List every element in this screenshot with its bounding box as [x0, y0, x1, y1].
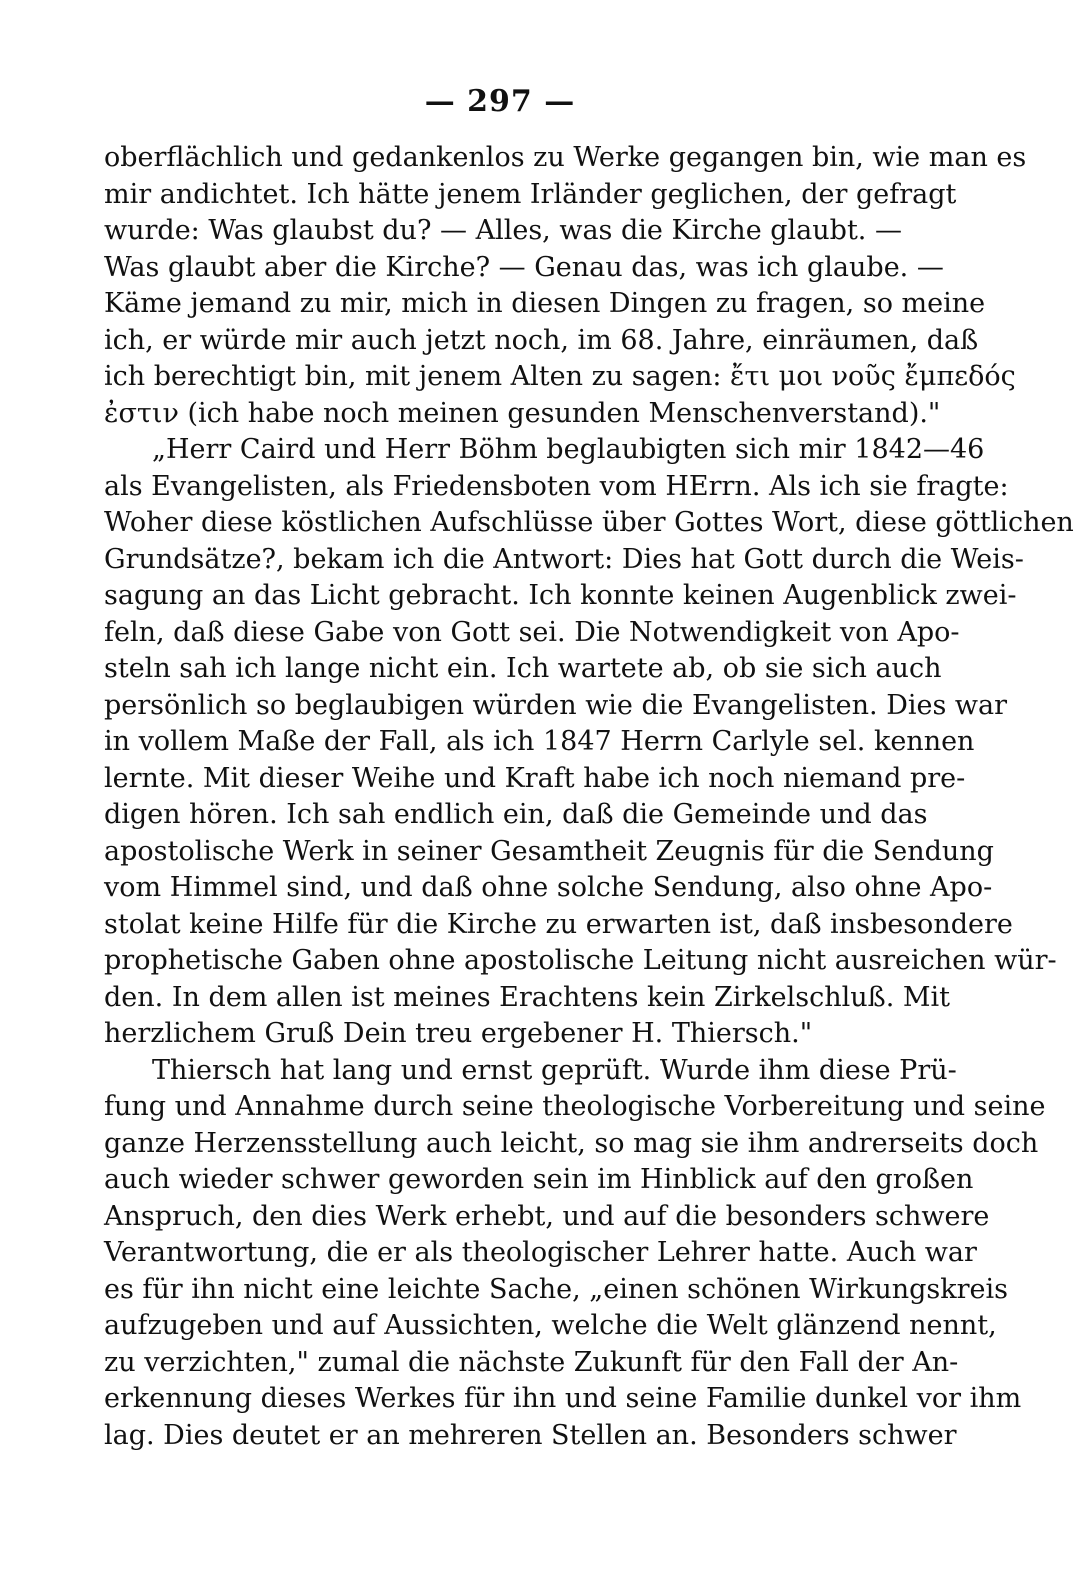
text-line: ἐστιν (ich habe noch meinen gesunden Menschenverstand)." [104, 397, 941, 429]
text-line: Woher diese köstlichen Aufschlüsse über Gottes Wort, diese göttlichen [104, 507, 1074, 538]
text-line: feln, daß diese Gabe von Gott sei. Die Notwendigkeit von Apo- [104, 616, 960, 648]
text-line: ich berechtigt bin, mit jenem Alten zu sagen: ἔτι μοι νοῦς ἔμπεδός [104, 361, 1016, 392]
text-line: auch wieder schwer geworden sein im Hinblick auf den großen [104, 1164, 974, 1195]
text-line: „Herr Caird und Herr Böhm beglaubigten sich mir 1842—46 [152, 434, 985, 465]
paragraph-1 [104, 140, 1027, 432]
paragraph-3 [104, 1053, 1046, 1455]
text-line: steln sah ich lange nicht ein. Ich wartete ab, ob sie sich auch [104, 653, 942, 684]
text-line: sagung an das Licht gebracht. Ich konnte keinen Augenblick zwei- [104, 580, 1017, 611]
text-line: mir andichtet. Ich hätte jenem Irländer geglichen, der gefragt [104, 178, 957, 210]
text-line: vom Himmel sind, und daß ohne solche Sendung, also ohne Apo- [104, 872, 993, 903]
text-line: als Evangelisten, als Friedensboten vom HErrn. Als ich sie fragte: [104, 470, 1009, 502]
paragraph-2 [104, 432, 1074, 1053]
text-line: Verantwortung, die er als theologischer Lehrer hatte. Auch war [104, 1237, 977, 1268]
text-line: lernte. Mit dieser Weihe und Kraft habe ich noch niemand pre- [104, 762, 966, 794]
text-line: wurde: Was glaubst du? — Alles, was die Kirche glaubt. — [104, 215, 902, 246]
text-line: digen hören. Ich sah endlich ein, daß die Gemeinde und das [104, 799, 928, 830]
text-line: fung und Annahme durch seine theologische Vorbereitung und seine [104, 1091, 1046, 1122]
text-line: Anspruch, den dies Werk erhebt, und auf die besonders schwere [104, 1200, 990, 1232]
text-line: persönlich so beglaubigen würden wie die Evangelisten. Dies war [104, 689, 1008, 721]
text-line: Thiersch hat lang und ernst geprüft. Wurde ihm diese Prü- [152, 1054, 957, 1086]
text-line: herzlichem Gruß Dein treu ergebener H. Thiersch." [104, 1018, 813, 1049]
text-line: den. In dem allen ist meines Erachtens kein Zirkelschluß. Mit [104, 981, 950, 1013]
text-line: ganze Herzensstellung auch leicht, so mag sie ihm andrerseits doch [104, 1127, 1039, 1159]
text-line: es für ihn nicht eine leichte Sache, „einen schönen Wirkungskreis [104, 1273, 1008, 1305]
text-line: aufzugeben und auf Aussichten, welche die Welt glänzend nennt, [104, 1310, 997, 1341]
body-text [104, 140, 1074, 1454]
text-line: in vollem Maße der Fall, als ich 1847 Herrn Carlyle sel. kennen [104, 726, 975, 757]
text-line: zu verzichten," zumal die nächste Zukunft für den Fall der An- [104, 1346, 959, 1378]
text-line: oberflächlich und gedankenlos zu Werke gegangen bin, wie man es [104, 142, 1027, 173]
text-line: prophetische Gaben ohne apostolische Leitung nicht ausreichen wür- [104, 945, 1057, 976]
text-line: apostolische Werk in seiner Gesamtheit Zeugnis für die Sendung [104, 835, 994, 867]
text-line: erkennung dieses Werkes für ihn und seine Familie dunkel vor ihm [104, 1383, 1022, 1414]
text-line: Grundsätze?, bekam ich die Antwort: Dies hat Gott durch die Weis- [104, 543, 1024, 575]
page-number: — 297 — [424, 84, 576, 119]
text-line: ich, er würde mir auch jetzt noch, im 68. Jahre, einräumen, daß [104, 324, 979, 356]
text-line: Was glaubt aber die Kirche? — Genau das, was ich glaube. — [104, 251, 944, 283]
text-line: stolat keine Hilfe für die Kirche zu erwarten ist, daß insbesondere [104, 908, 1013, 940]
text-line: Käme jemand zu mir, mich in diesen Dingen zu fragen, so meine [104, 288, 986, 319]
text-line: lag. Dies deutet er an mehreren Stellen an. Besonders schwer [104, 1419, 957, 1451]
